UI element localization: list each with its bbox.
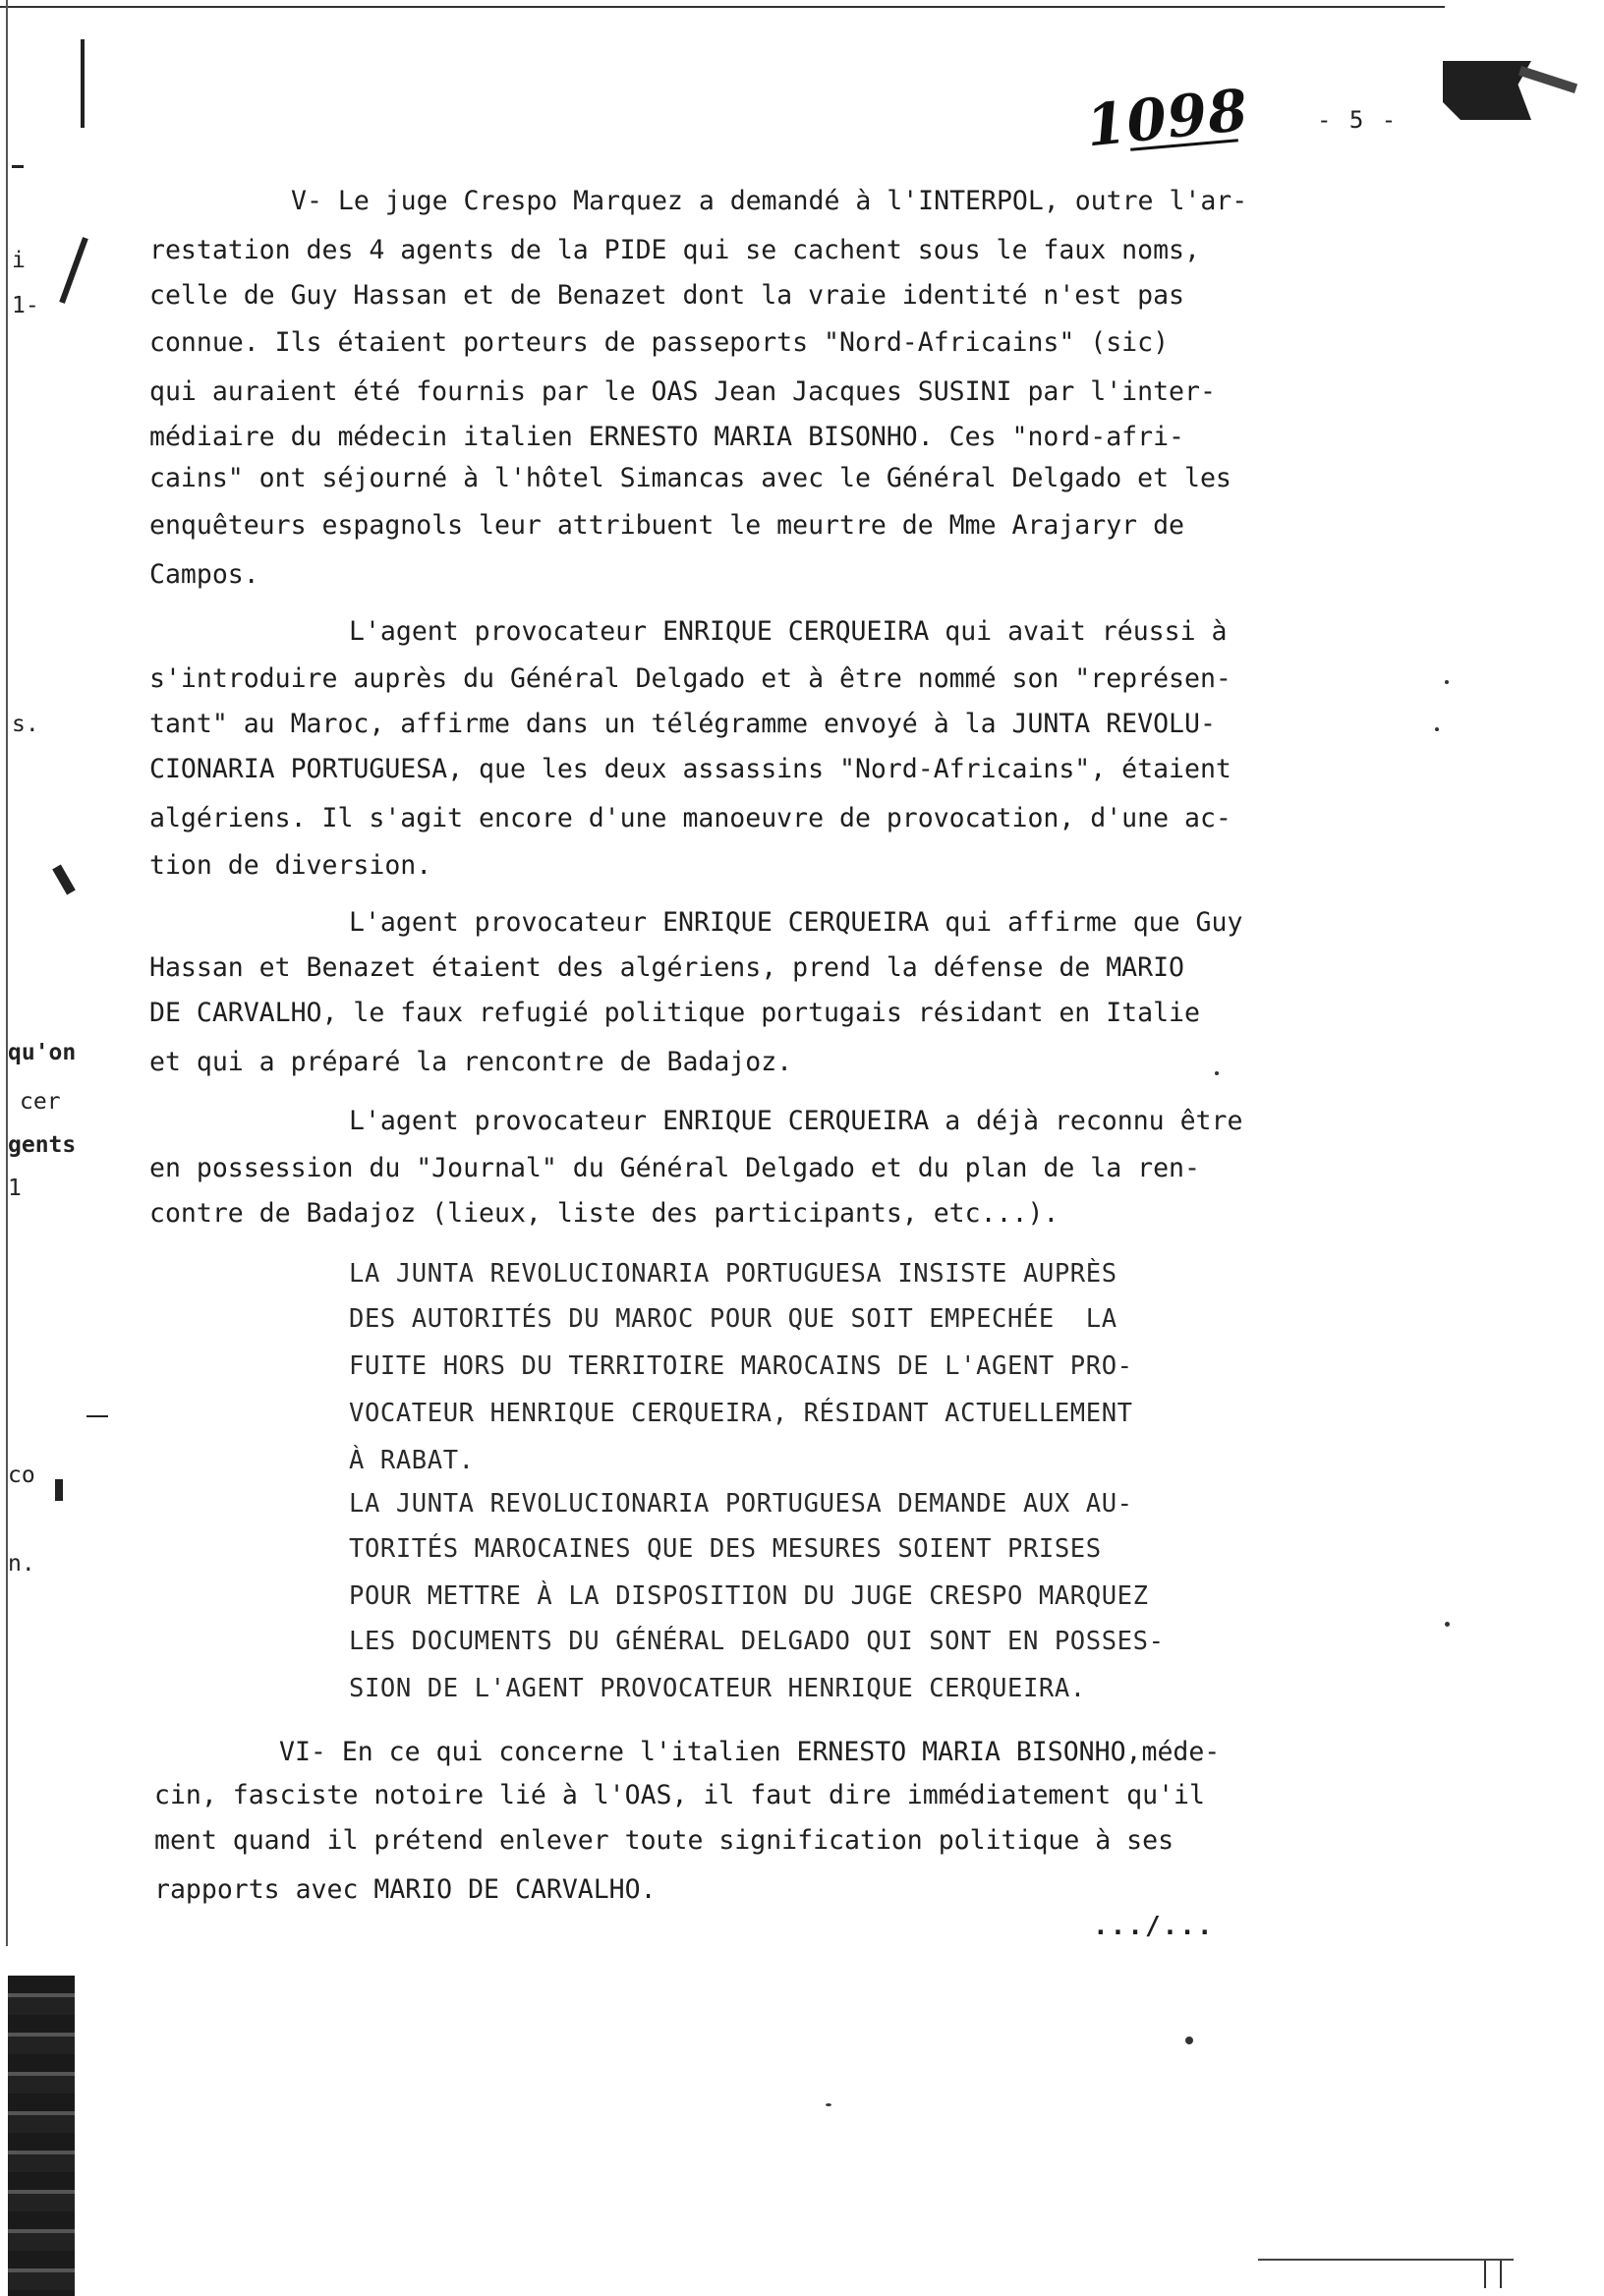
margin-fragment: cer xyxy=(20,1089,61,1115)
scan-bottom-bars xyxy=(1484,2261,1502,2288)
paragraph-v-line: restation des 4 agents de la PIDE qui se cachent sous le faux noms, xyxy=(149,235,1200,265)
paragraph-cerqueira-2-line: L'agent provocateur ENRIQUE CERQUEIRA qui affirme que Guy xyxy=(349,907,1243,938)
margin-fragment: 1- xyxy=(12,293,39,318)
margin-fragment: n. xyxy=(8,1551,35,1577)
demand-1-line: FUITE HORS DU TERRITOIRE MAROCAINS DE L'AGENT PRO- xyxy=(349,1351,1133,1381)
continuation-marker: .../... xyxy=(1093,1912,1215,1941)
paragraph-v-line: cains" ont séjourné à l'hôtel Simancas avec le Général Delgado et les xyxy=(149,463,1232,493)
paragraph-cerqueira-1-line: algériens. Il s'agit encore d'une manoeuvre de provocation, d'une ac- xyxy=(149,803,1232,833)
scan-speck xyxy=(1435,727,1439,731)
paragraph-cerqueira-2-line: Hassan et Benazet étaient des algériens, prend la défense de MARIO xyxy=(149,952,1184,983)
paragraph-v-line: celle de Guy Hassan et de Benazet dont la vraie identité n'est pas xyxy=(149,280,1184,311)
paragraph-v-line: connue. Ils étaient porteurs de passeports "Nord-Africains" (sic) xyxy=(149,327,1170,358)
paragraph-cerqueira-1-line: L'agent provocateur ENRIQUE CERQUEIRA qui avait réussi à xyxy=(349,616,1228,647)
margin-fragment: s. xyxy=(12,712,39,737)
paragraph-cerqueira-2-line: DE CARVALHO, le faux refugié politique portugais résidant en Italie xyxy=(149,998,1200,1028)
demand-2-line: LA JUNTA REVOLUCIONARIA PORTUGUESA DEMANDE AUX AU- xyxy=(349,1489,1133,1519)
paragraph-v-line: médiaire du médecin italien ERNESTO MARIA BISONHO. Ces "nord-afri- xyxy=(149,422,1184,452)
paragraph-cerqueira-3-line: en possession du "Journal" du Général Delgado et du plan de la ren- xyxy=(149,1153,1200,1183)
margin-fragment: i xyxy=(12,248,26,273)
page-left-edge xyxy=(6,0,8,1946)
paragraph-cerqueira-3-line: L'agent provocateur ENRIQUE CERQUEIRA a déjà reconnu être xyxy=(349,1106,1243,1136)
paragraph-cerqueira-1-line: tion de diversion. xyxy=(149,850,432,881)
paragraph-cerqueira-3-line: contre de Badajoz (lieux, liste des participants, etc...). xyxy=(149,1198,1060,1229)
demand-2-line: SION DE L'AGENT PROVOCATEUR HENRIQUE CERQUEIRA. xyxy=(349,1674,1086,1703)
scan-corner-artifact xyxy=(1443,61,1531,120)
margin-fragment: qu'on xyxy=(8,1040,77,1065)
page-number: - 5 - xyxy=(1317,106,1399,134)
scan-speck xyxy=(1445,680,1449,684)
scan-binding-artifact xyxy=(8,1976,75,2296)
paragraph-cerqueira-2-line: et qui a préparé la rencontre de Badajoz. xyxy=(149,1047,793,1077)
paragraph-vi-line: VI- En ce qui concerne l'italien ERNESTO MARIA BISONHO,méde- xyxy=(279,1737,1221,1767)
margin-stroke xyxy=(59,237,88,304)
paragraph-vi-line: rapports avec MARIO DE CARVALHO. xyxy=(154,1874,657,1905)
paragraph-cerqueira-1-line: tant" au Maroc, affirme dans un télégramme envoyé à la JUNTA REVOLU- xyxy=(149,709,1216,739)
demand-1-line: DES AUTORITÉS DU MAROC POUR QUE SOIT EMPECHÉE LA xyxy=(349,1304,1117,1334)
paragraph-v-line: qui auraient été fournis par le OAS Jean Jacques SUSINI par l'inter- xyxy=(149,376,1216,407)
paragraph-cerqueira-1-line: s'introduire auprès du Général Delgado et à être nommé son "représen- xyxy=(149,663,1232,694)
margin-fragment: co xyxy=(8,1463,35,1488)
demand-2-line: POUR METTRE À LA DISPOSITION DU JUGE CRESPO MARQUEZ xyxy=(349,1581,1149,1611)
demand-1-line: À RABAT. xyxy=(349,1446,475,1475)
paragraph-cerqueira-1-line: CIONARIA PORTUGUESA, que les deux assassins "Nord-Africains", étaient xyxy=(149,754,1232,784)
demand-2-line: LES DOCUMENTS DU GÉNÉRAL DELGADO QUI SONT EN POSSES- xyxy=(349,1627,1165,1656)
paragraph-v-line: enquêteurs espagnols leur attribuent le meurtre de Mme Arajaryr de xyxy=(149,510,1184,541)
demand-1-line: LA JUNTA REVOLUCIONARIA PORTUGUESA INSISTE AUPRÈS xyxy=(349,1259,1117,1289)
scan-speck xyxy=(1185,2037,1193,2044)
margin-stroke xyxy=(12,165,24,168)
scan-corner-artifact-streak xyxy=(1518,66,1577,93)
scan-speck xyxy=(826,2103,831,2106)
scan-speck xyxy=(1445,1622,1450,1627)
scan-bottom-rule xyxy=(1258,2259,1514,2261)
paragraph-vi-line: cin, fasciste notoire lié à l'OAS, il faut dire immédiatement qu'il xyxy=(154,1780,1205,1810)
margin-fragment: gents xyxy=(8,1132,77,1158)
margin-stroke xyxy=(52,865,76,895)
paragraph-v-line: Campos. xyxy=(149,559,259,590)
paragraph-v-line: V- Le juge Crespo Marquez a demandé à l'INTERPOL, outre l'ar- xyxy=(291,186,1248,216)
margin-stroke xyxy=(86,1415,108,1417)
margin-stroke xyxy=(55,1479,63,1501)
scan-speck xyxy=(1215,1071,1219,1075)
paragraph-vi-line: ment quand il prétend enlever toute signification politique à ses xyxy=(154,1825,1174,1856)
margin-stroke xyxy=(81,39,85,128)
demand-1-line: VOCATEUR HENRIQUE CERQUEIRA, RÉSIDANT ACTUELLEMENT xyxy=(349,1399,1133,1428)
margin-fragment: 1 xyxy=(8,1176,22,1201)
handwritten-folio-number: 1098 xyxy=(1082,76,1252,160)
page-top-edge xyxy=(0,6,1445,8)
demand-2-line: TORITÉS MAROCAINES QUE DES MESURES SOIENT PRISES xyxy=(349,1534,1102,1564)
